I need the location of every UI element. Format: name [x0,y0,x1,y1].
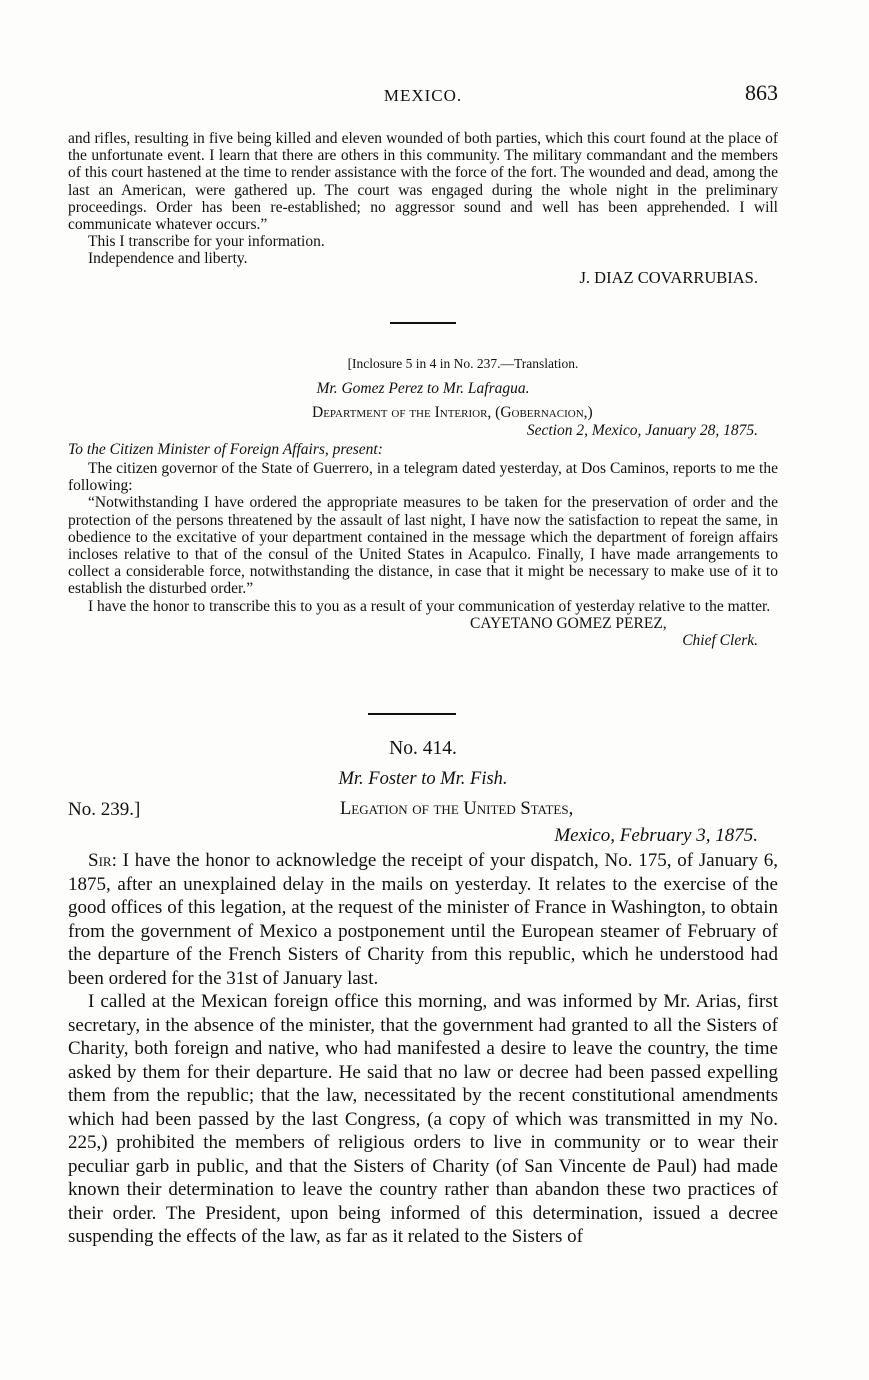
sir-salutation: Sir: [88,850,117,871]
letter-dateline: Section 2, Mexico, January 28, 1875. [526,421,758,439]
section-inclosure-5 [68,355,778,649]
letter-salutation: To the Citizen Minister of Foreign Affairs, present: [68,440,383,458]
page-header [68,80,778,110]
dispatch-title: Mr. Foster to Mr. Fish. [338,769,508,789]
dispatch-paragraph-1-text: I have the honor to acknowledge the receipt of your dispatch, No. 175, of January 6, 1875, after an unexplained delay in the mails on yesterday. It relates to the exercise of the good offices of this legation, at the request of the minister of France in Washington, to obtain from the government of Mexico a postponement until the European steamer of February of the departure of the French Sisters of Charity from this republic, which he understood had been ordered for the 31st of January last. [68,850,779,989]
section-no-414 [68,738,778,1249]
section-previous-inclosure [68,130,778,286]
document-number: No. 414. [389,738,457,759]
quote-end-paragraph: and rifles, resulting in five being killed and eleven wounded of both parties, which this court found at the place of the unfortunate event. I learn that there are others in this community. The military commandant and the members of this court hastened at the time to render assistance with the force of the fort. The wounded and dead, among the last an American, were gathered up. The court was engaged during the whole night in the preliminary proceedings. Order has been re-established; no aggressor sound and well has been apprehended. I will communicate whatever occurs.” [68,130,778,234]
letter-paragraph-1: The citizen governor of the State of Guerrero, in a telegram dated yesterday, at Dos Caminos, reports to me the following: [68,460,778,495]
dispatch-paragraph-2: I called at the Mexican foreign office this morning, and was informed by Mr. Arias, first secretary, in the absence of the minister, that the government had granted to all the Sisters of Charity, both foreign and native, who had manifested a desire to leave the country, the time asked by them for their departure. He said that no law or decree had been passed expelling them from the republic; that the law, necessitated by the recent constitutional amendments which had been passed by the last Congress, (a copy of which was transmitted in my No. 225,) prohibited the members of religious orders to live in community or to wear their peculiar garb in public, and that the Sisters of Charity (of San Vincente de Paul) had made known their determination to leave the country rather than abandon these two practices of their order. The President, upon being informed of this determination, issued a decree suspending the effects of the law, as far as it related to the Sisters of [68,991,778,1247]
signature-gomez-perez: CAYETANO GOMEZ PEREZ, [470,614,667,632]
letter-title: Mr. Gomez Perez to Mr. Lafragua. [316,380,530,398]
legation-heading: Legation of the United States, [340,799,574,819]
dispatch-dateline: Mexico, February 3, 1875. [554,825,758,846]
letter-paragraph-3: I have the honor to transcribe this to you as a result of your communication of yesterday relative to the matter. [88,597,771,615]
department-heading: Department of the Interior, (Gobernacion,) [312,404,593,422]
signature-title: Chief Clerk. [682,632,758,650]
signature-covarrubias: J. DIAZ COVARRUBIAS. [579,267,758,287]
inclosure-heading: [Inclosure 5 in 4 in No. 237.—Translation. [347,356,579,371]
section-divider-rule [390,322,456,324]
dispatch-number: No. 239.] [68,799,141,820]
page-number: 863 [745,80,778,105]
transcribe-line: This I transcribe for your information. [88,233,325,251]
letter-paragraph-2: “Notwithstanding I have ordered the appropriate measures to be taken for the preservation of order and the protection of the persons threatened by the assault of last night, I have now the satisfaction to repeat the same, in obedience to the excitative of your department contained in the message which the department of foreign affairs incloses relative to that of the consul of the United States in Acapulco. Finally, I have made arrangements to collect a considerable force, notwithstanding the distance, in case that it might be necessary to make use of it to establish the disturbed order.” [68,494,778,598]
dispatch-heading-row [68,799,778,825]
section-divider-rule-2 [368,713,456,715]
dispatch-paragraph-1 [68,849,778,990]
closing-line: Independence and liberty. [88,250,248,268]
running-title: MEXICO. [383,86,463,105]
